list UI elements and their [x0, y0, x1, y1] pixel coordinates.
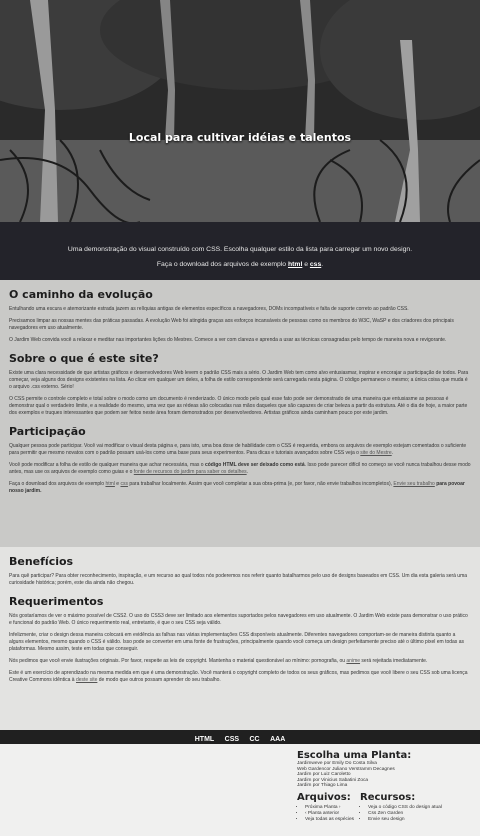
site-tagline: Local para cultivar idéias e talentos [128, 131, 352, 144]
html-download-link[interactable]: html [287, 261, 303, 268]
main-content [0, 280, 480, 547]
section-title-evolucao: O caminho da evolução [9, 288, 153, 301]
resources-link[interactable]: fonte de recursos do jardim para saber os detalhes [133, 469, 247, 475]
design-list [297, 750, 411, 789]
design-list-items [297, 761, 411, 789]
intro-bar [0, 222, 480, 280]
paragraph: O Jardim Web convida você a relaxar e meditar nas importantes lições do Mestres. Comece a ver com clareza e aprenda a usar as técnicas consagradas pelo tempo de maneira nova e revigorante. [9, 337, 447, 343]
footer-html-link[interactable]: HTML [194, 736, 215, 743]
resource-item[interactable]: • Veja o código CSS do design atual [368, 805, 442, 811]
paragraph: Entulhando uma escura e atemorizante estrada jazem as relíquias antigas de elementos específicos a navegadores, DOMs incompatíveis e falta de suporte correto ao padrão CSS. [9, 306, 409, 312]
footer-css-link[interactable]: CSS [224, 736, 240, 743]
paragraph: Existe uma clara necessidade de que artistas gráficos e desenvolvedores Web levem o padrão CSS mais a sério. O Jardim Web tem como alvo entusiasmar, inspirar e encorajar a participação de todos. Para começar, veja alguns dos designs existentes na lista. Ao clicar em qualquer um deles, a folha de estilo correspondente será carregada nesta página. O código permanece o mesmo; a única coisa que muda é o arquivo .css externo. Sério! [9, 370, 469, 390]
download-line: Faça o download dos arquivos de exemplo html e css. [156, 261, 324, 268]
archive-item[interactable]: • Veja todas as espécies [305, 817, 354, 823]
resources-list [360, 792, 442, 823]
paragraph: O CSS permite o controle completo e total sobre o modo como um documento é renderizado. O único modo pelo qual esse fato pode ser demonstrado de uma maneira que entusiasme as pessoas é demonstrar qual o verdadeiro limite, e a realidade do mesmo, uma vez que as rédeas são colocadas nas mãos daqueles que são capazes de criar beleza a partir da estrutura. Até o dia de hoje, a maior parte dos exemplos e truques interessantes que podem ser feitos neste área foram demonstrados por desenvolvedores. Artistas gráficos ainda caminham pouco por este jardim. [9, 396, 468, 416]
license-link[interactable]: deste site [75, 677, 98, 683]
resource-item[interactable]: • Css Zen Garden [368, 811, 442, 817]
header-banner [0, 0, 480, 222]
section-title-beneficios: Benefícios [9, 555, 74, 568]
paragraph: Precisamos limpar as nossas mentes das práticas passadas. A evolução Web foi atingida graças aos esforços incansáveis de pessoas como os membros do W3C, WaSP e dos criadores dos principais navegadores em uso atualmente. [9, 318, 454, 331]
design-item[interactable]: Jardim por Luiz Caroletto [297, 772, 351, 778]
paragraph: Nós gostaríamos de ver o máximo possível de CSS2. O uso do CSS3 deve ser limitado aos elementos suportados pelos navegadores em uso atualmente. O Jardim Web existe para demonstrar o uso prático e funcional do padrão Web. O único requerimento real, entretanto, é que o seu CSS seja válido. [9, 613, 468, 626]
paragraph: Para quê participar? Para obter reconhecimento, inspiração, e um recurso ao qual todos nós poderemos nos referir quanto batalharmos pelo uso de designs baseados em CSS. Um dia esta galeria será uma curiosidade histórica; porém, este dia ainda não chegou. [9, 573, 468, 586]
footer-cc-link[interactable]: CC [249, 736, 260, 743]
tree-artwork [0, 0, 480, 222]
paragraph: Você pode modificar a folha de estilo de qualquer maneira que achar necessária, mas o código HTML deve ser deixado como está. Isso pode parecer difícil no começo se você nunca trabalhou desse modo antes, mas use os arquivos de exemplo como guias e o fonte de recursos do jardim para saber os detalhes. [9, 462, 471, 475]
submit-work-link[interactable]: Envie seu trabalho [393, 481, 435, 487]
resource-item[interactable]: • Envie seu design [368, 817, 442, 823]
css-example-link[interactable]: css [120, 481, 128, 487]
paragraph: Faça o download dos arquivos de exemplo html e css para trabalhar localmente. Assim que você completar a sua obra-prima (e, por favor, não envie trabalhos incompletos), Envie seu trabalho para povoar nosso jardim. [9, 481, 465, 494]
mestre-site-link[interactable]: site do Mestre [360, 450, 392, 456]
anime-link[interactable]: anime [346, 658, 361, 664]
resources-title: Recursos: [360, 792, 416, 803]
footer-bar [0, 730, 480, 744]
archive-item[interactable]: • Próxima Planta › [305, 805, 354, 811]
paragraph: Este é um exercício de aprendizado na mesma medida em que é uma demonstração. Você manterá o copyright completo de todos os seus gráficos, mas pedimos que você libere o seu CSS sob uma licença Creative Commons idêntica à deste site de modo que outros possam aprender do seu trabalho. [9, 670, 468, 683]
archive-item[interactable]: • ‹ Planta anterior [305, 811, 354, 817]
section-title-participacao: Participação [9, 425, 86, 438]
paragraph: Qualquer pessoa pode participar. Você vai modificar o visual desta página e, para isto, uma boa dose de habilidade com o CSS é requerida, embora os arquivos de exemplo estejam comentados o suficiente para permitir que mesmo novatos com o padrão possam usá-los como uma base para seus experimentos. Para dicas e tutoriais avançados sobre CSS veja o site do Mestre. [9, 443, 467, 456]
css-download-link[interactable]: css [309, 261, 322, 268]
footer-aaa-link[interactable]: AAA [270, 736, 286, 743]
archives-title: Arquivos: [297, 792, 351, 803]
paragraph: Nós pedimos que você envie ilustrações originais. Por favor, respeite as leis de copyright. Mantenha o material questionável ao mínimo: pornografia, ou anime será rejeitada imediatamente. [9, 658, 428, 664]
design-item[interactable]: Jardim por Vinicius Sabatini Zoca [297, 777, 369, 783]
design-list-title: Escolha uma Planta: [297, 750, 412, 761]
sidebar [0, 744, 480, 836]
paragraph: Infelizmente, criar o design dessa maneira colocará em evidência as falhas nas várias implementações CSS disponíveis atualmente. Diferentes navegadores comportam-se de maneira distinta quanto a alguns elementos, mesmo quando o CSS é válido. Isso pode se converter em uma fonte de frustrações, principalmente quando você começa um design perfeitamente preciso até o último pixel em todas as plataformas. Mesmo assim, teste em todas que conseguir. [9, 632, 464, 652]
design-item[interactable]: Web Gardencor Juliano Verstramm Decagnes [297, 766, 395, 772]
intro-line: Uma demonstração do visual construído com CSS. Escolha qualquer estilo da lista para carregar um novo design. [67, 246, 413, 253]
design-item[interactable]: Jardim por Thiago Lima [297, 783, 348, 789]
archives-list [297, 792, 354, 823]
section-title-requerimentos: Requerimentos [9, 595, 104, 608]
html-example-link[interactable]: html [105, 481, 115, 487]
benefits-section [0, 547, 480, 730]
section-title-sobre: Sobre o que é este site? [9, 352, 159, 365]
design-item[interactable]: Jardimweve por Emily Do Costa Silva [297, 761, 377, 766]
